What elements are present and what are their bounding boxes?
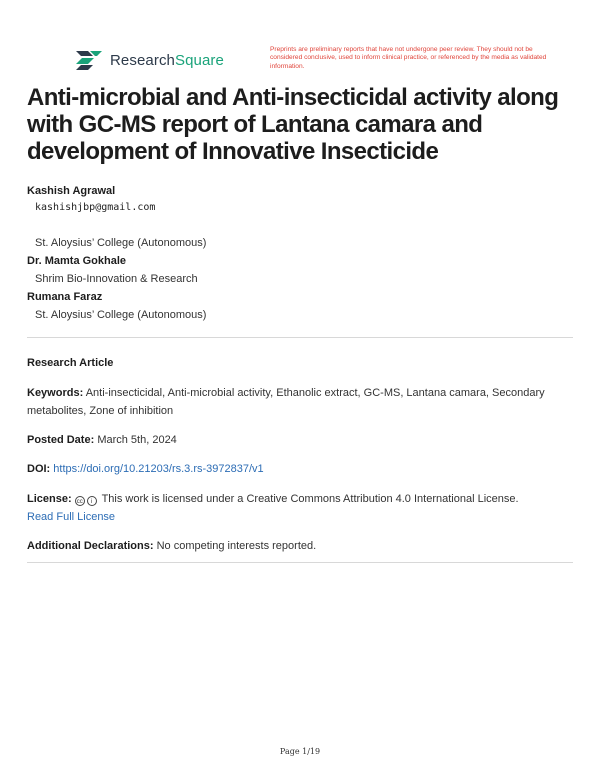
preprint-notice: Preprints are preliminary reports that have not undergone peer review. They should not be considered conclusive, used to inform clinical practice, or referenced by the media as validated information. [270,46,547,70]
doi [27,460,573,478]
keywords-label: Keywords: [27,387,84,399]
author-affiliation: St. Aloysius’ College (Autonomous) [35,237,207,249]
divider [27,337,573,338]
additional-declarations [27,537,573,555]
license [27,490,573,526]
read-full-license-link[interactable]: Read Full License [27,511,116,523]
keywords-value: Anti-insecticidal, Anti-microbial activity, Ethanolic extract, GC-MS, Lantana camara, Secondary metabolites, Zone of inhibition [27,387,545,417]
author-name: Rumana Faraz [27,291,103,303]
by-icon[interactable]: i [87,496,97,506]
posted-date [27,431,573,449]
keywords [27,384,573,420]
doi-label: DOI: [27,463,51,475]
brand-part2: Square [175,51,224,69]
declarations-value: No competing interests reported. [156,540,317,552]
author-name: Kashish Agrawal [27,185,116,197]
page-number: Page 1/19 [279,747,321,756]
divider [27,562,573,563]
logo-text [110,52,224,69]
header [74,46,554,76]
license-text: This work is licensed under a Creative Commons Attribution 4.0 International License. [101,493,519,505]
posted-date-value: March 5th, 2024 [97,434,177,446]
author-affiliation: St. Aloysius’ College (Autonomous) [35,309,207,321]
paper-title: Anti-microbial and Anti-insecticidal activity along with GC-MS report of Lantana camara and development of Innovative Insecticide [27,84,559,165]
research-square-logo-icon [74,48,104,72]
license-label: License: [27,493,72,505]
author-list [27,182,577,324]
posted-date-label: Posted Date: [27,434,95,446]
author-affiliation: Shrim Bio-Innovation & Research [35,273,198,285]
cc-icon[interactable]: cc [75,496,85,506]
declarations-label: Additional Declarations: [27,540,154,552]
doi-link[interactable]: https://doi.org/10.21203/rs.3.rs-3972837/v1 [53,463,264,475]
author-name: Dr. Mamta Gokhale [27,255,127,267]
author-email[interactable]: kashishjbp@gmail.com [35,202,156,213]
brand-part1: Research [110,51,175,69]
research-square-logo[interactable] [74,48,224,72]
article-type: Research Article [27,357,114,369]
